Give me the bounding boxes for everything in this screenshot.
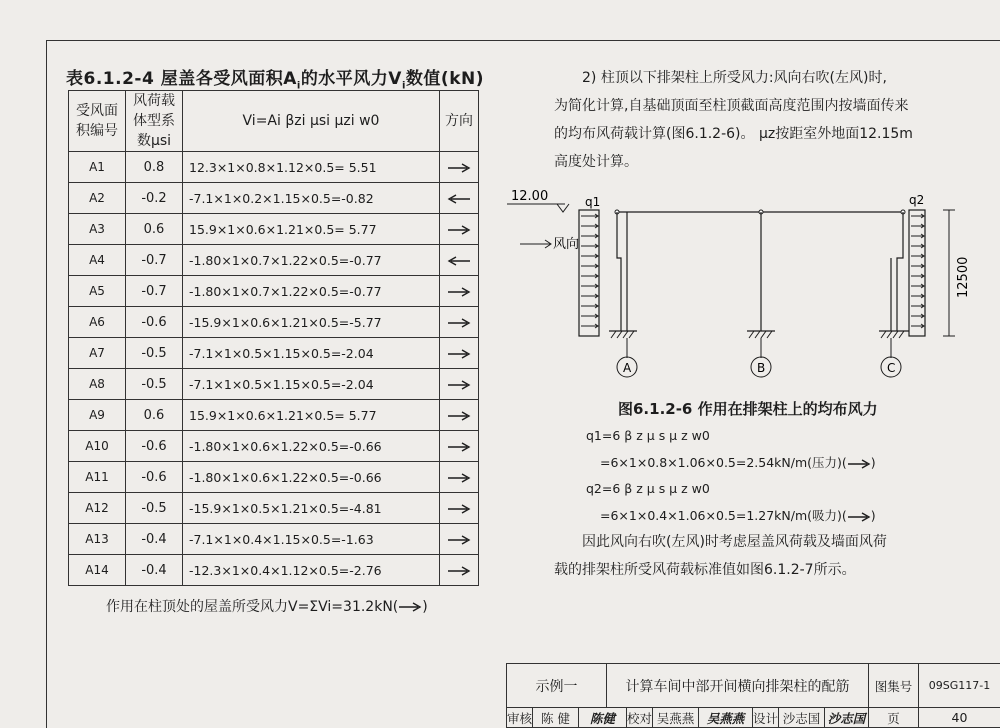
height-dimension-label: 12500: [956, 256, 971, 298]
direction: [440, 431, 479, 462]
designer-signature: 沙志国: [825, 708, 869, 728]
direction: [440, 183, 479, 214]
force-formula: 12.3×1×0.8×1.12×0.5= 5.51: [183, 152, 440, 183]
formula-q2-value: =6×1×0.4×1.06×0.5=1.27kN/m(吸力)( ): [600, 508, 876, 523]
direction: [440, 555, 479, 586]
force-formula: -7.1×1×0.5×1.15×0.5=-2.04: [183, 338, 440, 369]
arrow-right-icon: [447, 380, 471, 390]
table-row: [69, 338, 479, 369]
shape-coefficient: -0.6: [126, 431, 183, 462]
direction: [440, 276, 479, 307]
header-direction: 方向: [440, 91, 479, 152]
arrow-right-icon: [447, 473, 471, 483]
page-number: 40: [919, 708, 1000, 728]
arrow-left-icon: [447, 256, 471, 266]
force-formula: 15.9×1×0.6×1.21×0.5= 5.77: [183, 214, 440, 245]
arrow-right-icon: [447, 318, 471, 328]
reviewer-signature: 陈健: [579, 708, 627, 728]
force-formula: -15.9×1×0.6×1.21×0.5=-5.77: [183, 307, 440, 338]
paragraph-conclusion: 因此风向右吹(左风)时考虑屋盖风荷载及墙面风荷 载的排架柱所受风荷载标准值如图6.1.2-7所示。: [554, 534, 887, 578]
shape-coefficient: -0.5: [126, 338, 183, 369]
area-id: A3: [69, 214, 126, 245]
table-footnote: 作用在柱顶处的屋盖所受风力V=ΣVi=31.2kN( ): [106, 599, 428, 615]
header-formula: Vi=Ai βzi μsi μzi w0: [183, 91, 440, 152]
area-id: A1: [69, 152, 126, 183]
shape-coefficient: -0.5: [126, 493, 183, 524]
review-label: 审核: [507, 708, 533, 728]
title-block-atlas-number: 09SG117-1: [919, 664, 1000, 708]
shape-coefficient: 0.6: [126, 214, 183, 245]
table-row: [69, 493, 479, 524]
force-formula: 15.9×1×0.6×1.21×0.5= 5.77: [183, 400, 440, 431]
area-id: A9: [69, 400, 126, 431]
arrow-right-icon: [847, 512, 871, 522]
header-area-id: 受风面积编号: [69, 91, 126, 152]
table-row: [69, 307, 479, 338]
shape-coefficient: -0.6: [126, 462, 183, 493]
force-formula: -1.80×1×0.7×1.22×0.5=-0.77: [183, 276, 440, 307]
arrow-right-icon: [447, 411, 471, 421]
shape-coefficient: -0.4: [126, 555, 183, 586]
axis-label-a: A: [623, 361, 632, 375]
arrow-right-icon: [447, 442, 471, 452]
formula-q2-definition: q2=6 β z μ s μ z w0: [586, 481, 710, 496]
direction: [440, 152, 479, 183]
arrow-right-icon: [447, 163, 471, 173]
direction: [440, 493, 479, 524]
area-id: A6: [69, 307, 126, 338]
arrow-right-icon: [447, 535, 471, 545]
shape-coefficient: -0.7: [126, 276, 183, 307]
area-id: A5: [69, 276, 126, 307]
area-id: A13: [69, 524, 126, 555]
header-shape-coefficient: 风荷载体型系数μsi: [126, 91, 183, 152]
arrow-right-icon: [447, 566, 471, 576]
table-row: [69, 555, 479, 586]
arrow-right-icon: [398, 602, 422, 612]
shape-coefficient: -0.5: [126, 369, 183, 400]
force-formula: -15.9×1×0.5×1.21×0.5=-4.81: [183, 493, 440, 524]
force-formula: -7.1×1×0.2×1.15×0.5=-0.82: [183, 183, 440, 214]
area-id: A7: [69, 338, 126, 369]
arrow-right-icon: [447, 287, 471, 297]
arrow-right-icon: [447, 225, 471, 235]
direction: [440, 524, 479, 555]
table-row: [69, 400, 479, 431]
area-id: A14: [69, 555, 126, 586]
title-block-example: 示例一: [507, 664, 607, 708]
formula-q1-value: =6×1×0.8×1.06×0.5=2.54kN/m(压力)( ): [600, 455, 876, 470]
table-row: [69, 152, 479, 183]
table-row: [69, 369, 479, 400]
check-label: 校对: [627, 708, 653, 728]
axis-label-b: B: [757, 361, 766, 375]
figure-caption: 图6.1.2-6 作用在排架柱上的均布风力: [618, 400, 878, 418]
table-title: 表6.1.2-4 屋盖各受风面积$A_i$的水平风力$V_i$数值(kN): [66, 69, 484, 92]
shape-coefficient: -0.7: [126, 245, 183, 276]
direction: [440, 245, 479, 276]
design-label: 设计: [753, 708, 779, 728]
force-formula: -7.1×1×0.4×1.15×0.5=-1.63: [183, 524, 440, 555]
table-row: [69, 183, 479, 214]
q1-label: q1: [585, 195, 601, 209]
area-id: A11: [69, 462, 126, 493]
force-formula: -12.3×1×0.4×1.12×0.5=-2.76: [183, 555, 440, 586]
force-formula: -1.80×1×0.7×1.22×0.5=-0.77: [183, 245, 440, 276]
checker-name: 吴燕燕: [653, 708, 699, 728]
shape-coefficient: -0.2: [126, 183, 183, 214]
paragraph-column-wind: 2) 柱顶以下排架柱上所受风力:风向右吹(左风)时, 为简化计算,自基础顶面至柱顶截面高度范围内按墙面传来 的均布风荷载计算(图6.1.2-6)。 μz按距室外地面12.15m 高度处计算。: [554, 70, 913, 170]
force-formula: -1.80×1×0.6×1.22×0.5=-0.66: [183, 431, 440, 462]
formula-q1-definition: q1=6 β z μ s μ z w0: [586, 428, 710, 443]
direction: [440, 369, 479, 400]
shape-coefficient: 0.6: [126, 400, 183, 431]
direction: [440, 400, 479, 431]
q2-label: q2: [909, 193, 925, 207]
area-id: A12: [69, 493, 126, 524]
area-id: A2: [69, 183, 126, 214]
area-id: A10: [69, 431, 126, 462]
arrow-left-icon: [447, 194, 471, 204]
title-block: [506, 663, 1000, 728]
table-row: [69, 462, 479, 493]
table-row: [69, 214, 479, 245]
area-id: A8: [69, 369, 126, 400]
table-row: [69, 524, 479, 555]
designer-name: 沙志国: [779, 708, 825, 728]
wind-direction-label: 风向: [553, 237, 580, 252]
arrow-right-icon: [447, 504, 471, 514]
table-row: [69, 276, 479, 307]
direction: [440, 462, 479, 493]
shape-coefficient: 0.8: [126, 152, 183, 183]
force-formula: -1.80×1×0.6×1.22×0.5=-0.66: [183, 462, 440, 493]
direction: [440, 338, 479, 369]
force-formula: -7.1×1×0.5×1.15×0.5=-2.04: [183, 369, 440, 400]
page-label: 页: [869, 708, 919, 728]
axis-label-c: C: [887, 361, 896, 375]
shape-coefficient: -0.6: [126, 307, 183, 338]
shape-coefficient: -0.4: [126, 524, 183, 555]
direction: [440, 214, 479, 245]
direction: [440, 307, 479, 338]
area-id: A4: [69, 245, 126, 276]
arrow-right-icon: [847, 459, 871, 469]
wind-force-table: [68, 90, 479, 586]
elevation-label: 12.00: [511, 189, 549, 204]
title-block-atlas-label: 图集号: [869, 664, 919, 708]
table-row: [69, 431, 479, 462]
reviewer-name: 陈 健: [533, 708, 579, 728]
bent-frame-diagram: [505, 186, 975, 386]
arrow-right-icon: [447, 349, 471, 359]
table-row: [69, 245, 479, 276]
checker-signature: 吴燕燕: [699, 708, 753, 728]
title-block-title: 计算车间中部开间横向排架柱的配筋: [607, 664, 869, 708]
